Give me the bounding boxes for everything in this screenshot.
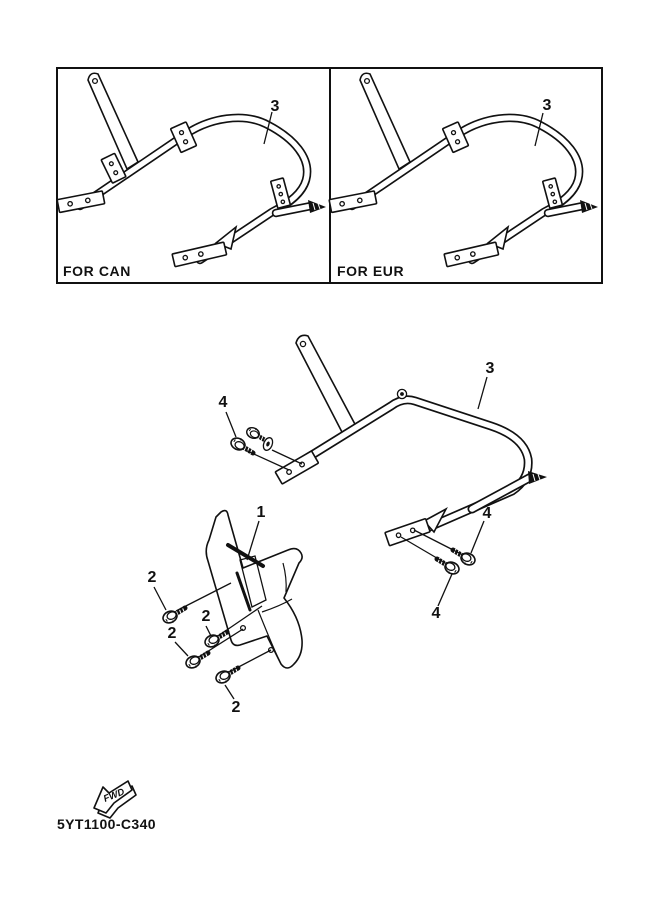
cover-bolt-3	[184, 652, 208, 670]
mounting-bracket-right	[385, 519, 430, 546]
grab-bar-drawing-can	[57, 73, 326, 266]
callout-2-d: 2	[231, 699, 241, 716]
callout-2-b: 2	[201, 608, 211, 625]
callout-4-upper-left: 4	[218, 394, 228, 411]
fwd-arrow-label: FWD	[102, 786, 127, 805]
grab-bar-drawing-eur	[329, 73, 598, 266]
callout-1-cover: 1	[256, 504, 266, 521]
tube-cut-tip	[528, 471, 547, 484]
callout-4-right-lower: 4	[431, 605, 441, 622]
callout-3-eur: 3	[542, 97, 552, 114]
grab-bar-top-strut	[296, 335, 357, 436]
grab-bar-drawing-main	[275, 335, 547, 545]
caption-for-can: FOR CAN	[63, 263, 131, 279]
caption-for-eur: FOR EUR	[337, 263, 405, 279]
cover-bolt-1	[161, 607, 185, 625]
mount-bolt-left-2	[245, 426, 266, 442]
callout-3-can: 3	[270, 98, 280, 115]
callout-2-a: 2	[147, 569, 157, 586]
fwd-arrow-icon	[94, 781, 136, 818]
callout-4-right-upper: 4	[482, 505, 492, 522]
part-code: 5YT1100-C340	[57, 816, 156, 832]
cover-drawing	[206, 511, 302, 668]
callout-2-c: 2	[167, 625, 177, 642]
callout-3-main: 3	[485, 360, 495, 377]
mounting-bracket-left	[275, 451, 318, 484]
